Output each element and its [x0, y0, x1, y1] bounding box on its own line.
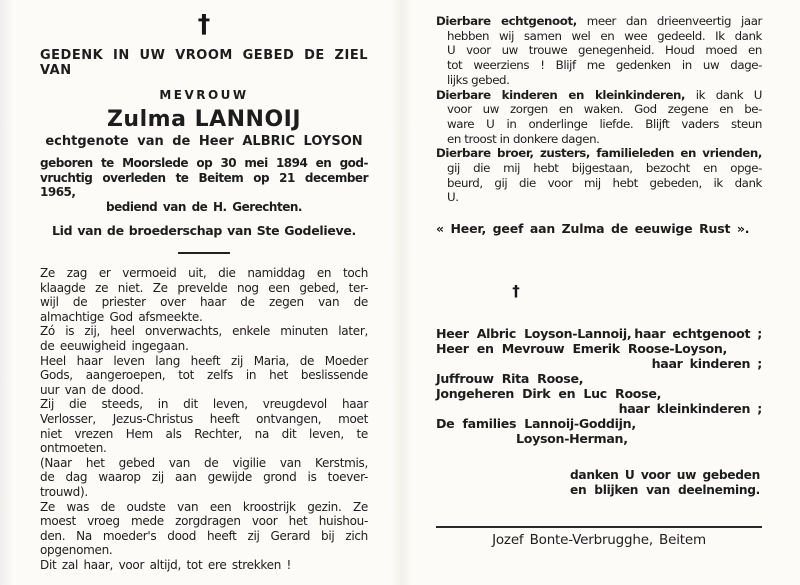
obituary-line: de dag waarop zij aan gewijde grond is toever- [40, 470, 368, 485]
mourner-row [436, 356, 762, 371]
deceased-name: Zulma LANNOIJ [106, 107, 302, 132]
obituary-line: trouwd). [40, 484, 88, 499]
farewell-line: U. [447, 190, 459, 205]
bold-salutation: Dierbare broer, zusters, familieleden en vrienden, [436, 146, 762, 161]
farewell-line: ware U in onderlinge liefde. Blijft vaders steun [447, 116, 762, 131]
obituary-line: moest vroeg mede zorgdragen voor het huishou- [40, 514, 368, 529]
bold-salutation: Dierbare echtgenoot, [436, 14, 577, 28]
spouse-line: echtgenote van de Heer ALBRIC LOYSON [45, 134, 363, 149]
obituary-line: (Naar het gebed van de vigilie van Kerstmis, [40, 455, 368, 470]
farewell-line [436, 146, 762, 161]
obituary-line: Ze was de oudste van een kroostrijk gezin. Ze [40, 499, 368, 514]
farewell-line: beurd, gij die voor mij hebt gebeden, ik dank [447, 175, 762, 190]
obituary-line: Heel haar leven lang heeft zij Maria, de Moeder [40, 353, 368, 368]
mourner-row [436, 431, 762, 446]
honorific: MEVROUW [159, 88, 249, 102]
obituary-line: den. Na moeder's dood heeft zij Gerard bij zich [40, 528, 368, 543]
farewell-line: hebben wij samen wel en wee gedeeld. Ik dank [447, 28, 762, 43]
obituary-line: ontmoeten. [40, 441, 107, 456]
farewell-text [436, 14, 762, 205]
mourner-row [436, 401, 762, 416]
imprint-rule [436, 526, 762, 528]
cross-icon: † [197, 9, 211, 38]
mourner-relation: haar echtgenoot ; [634, 326, 762, 342]
page-fold [392, 0, 412, 585]
mourner-row [436, 371, 762, 386]
farewell-line: Dierbare echtgenoot, meer dan drieenveertig jaar [436, 14, 762, 28]
printer-imprint: Jozef Bonte-Verbrugghe, Beitem [492, 531, 706, 548]
prayer-quote: « Heer, geef aan Zulma de eeuwige Rust ». [436, 221, 750, 237]
thanks-note [570, 468, 760, 498]
obituary-line: uur van de dood. [40, 382, 144, 397]
scan-edge-shade [0, 0, 14, 585]
mourner-name: De families Lannoij-Goddijn, [436, 416, 636, 432]
mourner-relation: haar kleinkinderen ; [618, 401, 762, 417]
obituary-line: Zó is zij, heel onverwachts, enkele minuten later, [40, 324, 368, 339]
farewell-line: U voor uw trouwe genegenheid. Houd moed en [447, 43, 762, 58]
birth-death-line: bediend van de H. Gerechten. [106, 199, 302, 214]
mourner-row [436, 341, 762, 356]
farewell-line: Dierbare kinderen en kleinkinderen, ik dank U [436, 87, 762, 102]
thanks-line: danken U voor uw gebeden [570, 468, 760, 483]
farewell-line: en troost in donkere dagen. [447, 131, 600, 146]
memorial-invocation: GEDENK IN UW VROOM GEBED DE ZIEL VAN [40, 48, 368, 78]
farewell-line: voor uw zorgen en waken. God zegene en be- [447, 102, 762, 117]
farewell-line: tot weerziens ! Blijf me gedenken in uw dage- [447, 58, 762, 73]
birth-death-info [40, 156, 368, 214]
mourner-name: Heer en Mevrouw Emerik Roose-Loyson, [436, 341, 728, 357]
thanks-line: en blijken van deelneming. [570, 483, 760, 498]
farewell-line: gij die mij hebt bijgestaan, bezocht en opge- [447, 161, 762, 176]
mourner-name: Juffrouw Rita Roose, [436, 371, 584, 387]
obituary-line: almachtige God afsmeekte. [40, 309, 203, 324]
obituary-text [40, 266, 368, 572]
right-page [436, 14, 762, 548]
obituary-line: wijl de priester over haar de zegen van de [40, 295, 368, 310]
cross-icon: † [512, 282, 520, 301]
obituary-line: Zij die steeds, in dit leven, vreugdevol haar [40, 397, 368, 412]
mourner-row [436, 326, 762, 341]
obituary-line: Verlosser, Jezus-Christus heeft ontvangen, moet [40, 411, 368, 426]
obituary-line: Gods, aangeroepen, tot zelfs in het beslissende [40, 368, 368, 383]
obituary-line: opgenomen. [40, 543, 113, 558]
farewell-line: lijks gebed. [447, 72, 510, 87]
divider-rule [178, 252, 230, 254]
obituary-line: klaagde ze niet. Ze prevelde nog een gebed, ter- [40, 280, 368, 295]
mourner-name: Loyson-Herman, [516, 431, 628, 447]
mourner-relation: haar kinderen ; [651, 356, 762, 372]
mourner-name: Jongeheren Dirk en Luc Roose, [436, 386, 662, 402]
obituary-line: de eeuwigheid ingegaan. [40, 338, 189, 353]
left-page [40, 8, 368, 572]
mourner-row [436, 386, 762, 401]
birth-death-line: geboren te Moorslede op 30 mei 1894 en god- [40, 156, 368, 170]
membership-line: Lid van de broederschap van Ste Godelieve. [52, 223, 356, 238]
bold-salutation: Dierbare kinderen en kleinkinderen, [436, 87, 686, 102]
obituary-line: Dit zal haar, voor altijd, tot ere strekken ! [40, 557, 292, 572]
mourner-name: Heer Albric Loyson-Lannoij, [436, 326, 632, 342]
obituary-line: Ze zag er vermoeid uit, die namiddag en toch [40, 266, 368, 280]
mourners-list [436, 326, 762, 446]
birth-death-line: vruchtig overleden te Beitem op 21 december 1965, [40, 170, 368, 199]
obituary-line: niet vrezen Hem als Rechter, na dit leven, te [40, 426, 368, 441]
mourner-row [436, 416, 762, 431]
